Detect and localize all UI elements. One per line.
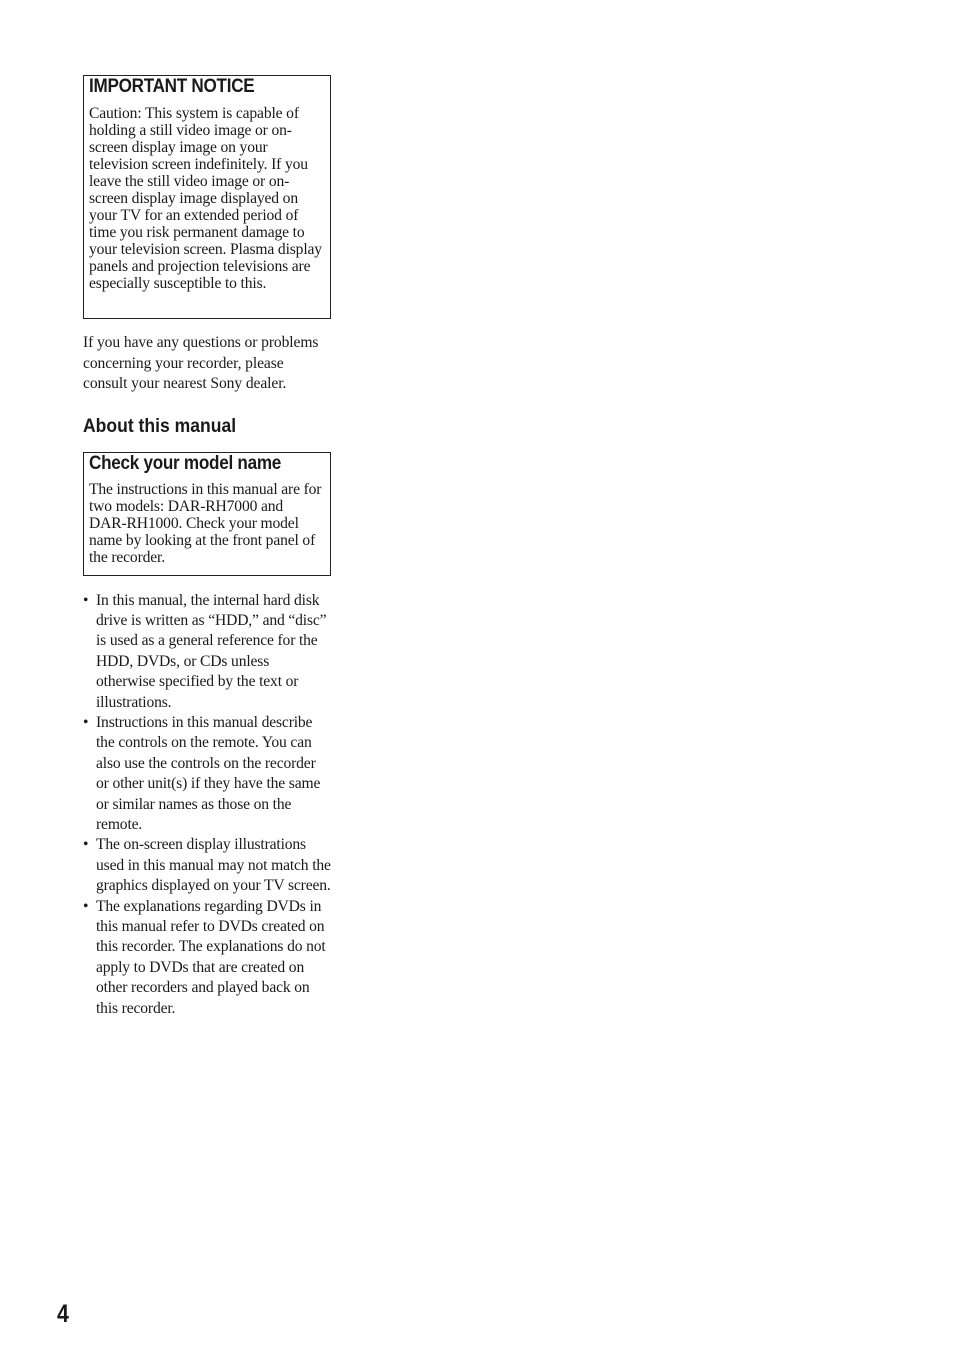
- list-item: [83, 591, 331, 713]
- contact-paragraph: If you have any questions or problems concerning your recorder, please consult your nearest Sony dealer.: [83, 334, 319, 392]
- model-name-text: The instructions in this manual are for two models: DAR-RH7000 and DAR-RH1000. Check your model name by looking at the front panel of the recorder.: [89, 480, 322, 566]
- model-name-box: [83, 452, 331, 576]
- list-item-text: Instructions in this manual describe the controls on the remote. You can also use the controls on the recorder or other unit(s) if they have the same or similar names as those on the remote.: [96, 713, 321, 833]
- left-column: [83, 75, 331, 1019]
- bullet-icon: •: [83, 713, 89, 731]
- list-item: [83, 713, 331, 835]
- list-item-text: The explanations regarding DVDs in this manual refer to DVDs created on this recorder. The explanations do not apply to DVDs that are created on other recorders and played back on this recorder.: [96, 897, 326, 1017]
- manual-notes-list: [83, 591, 331, 1020]
- important-notice-box: [83, 75, 331, 319]
- list-item-text: The on-screen display illustrations used in this manual may not match the graphics displayed on your TV screen.: [96, 836, 331, 895]
- model-name-heading: Check your model name: [89, 452, 281, 474]
- list-item-text: In this manual, the internal hard disk drive is written as “HDD,” and “disc” is used as a general reference for the HDD, DVDs, or CDs unless otherwise specified by the text or illustrations.: [96, 591, 327, 711]
- bullet-icon: •: [83, 836, 89, 854]
- list-item: [83, 835, 331, 896]
- list-item: [83, 897, 331, 1019]
- about-manual-heading: About this manual: [83, 414, 237, 437]
- important-notice-heading: IMPORTANT NOTICE: [89, 76, 255, 97]
- page-number: 4: [57, 1300, 69, 1328]
- bullet-icon: •: [83, 897, 89, 915]
- bullet-icon: •: [83, 591, 89, 609]
- important-notice-text: Caution: This system is capable of holding a still video image or on-screen display image on your television screen indefinitely. If you leave the still video image or on-screen display image displayed on your TV for an extended period of time you risk permanent damage to your television screen. Plasma display panels and projection televisions are especially susceptible to this.: [89, 105, 322, 292]
